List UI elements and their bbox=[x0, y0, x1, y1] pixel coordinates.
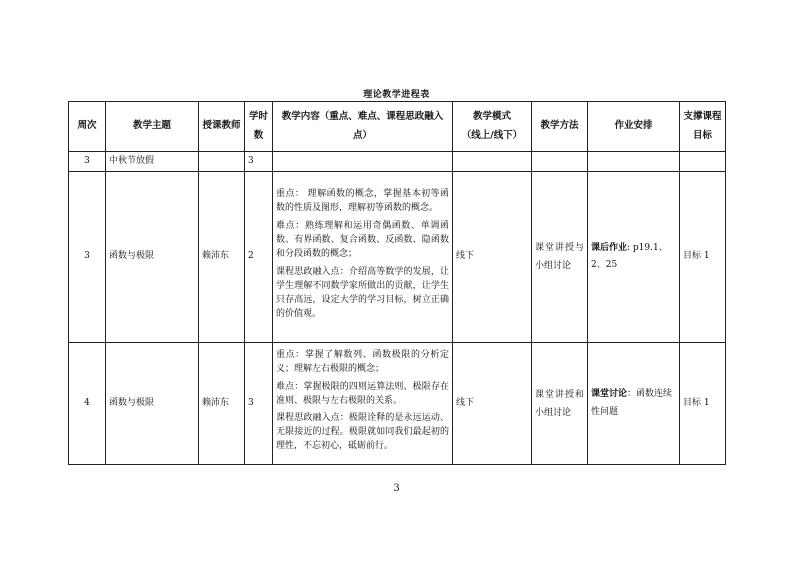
cell-hours: 2 bbox=[245, 172, 273, 343]
cell-week: 3 bbox=[69, 172, 106, 343]
cell-teacher bbox=[199, 152, 245, 172]
header-mode-line2: （线上/线下） bbox=[461, 129, 523, 141]
teaching-schedule-table bbox=[68, 101, 726, 465]
cell-hours: 3 bbox=[245, 152, 273, 172]
table-row bbox=[69, 172, 726, 343]
header-mode bbox=[453, 102, 532, 152]
header-topic: 教学主题 bbox=[106, 102, 199, 152]
cell-mode bbox=[453, 152, 532, 172]
header-homework: 作业安排 bbox=[588, 102, 680, 152]
content-ideology: 课程思政融入点：极限诠释的是永远运动、无限接近的过程。极限就如同我们最起初的理性，不忘初心，砥砺前行。 bbox=[276, 413, 449, 452]
cell-week: 3 bbox=[69, 152, 106, 172]
header-teacher: 授课教师 bbox=[199, 102, 245, 152]
cell-method: 课堂讲授和小组讨论 bbox=[532, 343, 588, 465]
cell-homework bbox=[588, 152, 680, 172]
cell-homework bbox=[588, 343, 680, 465]
cell-content bbox=[273, 152, 453, 172]
cell-goal bbox=[680, 152, 726, 172]
cell-mode: 线下 bbox=[453, 172, 532, 343]
table-title: 理论教学进程表 bbox=[363, 90, 430, 100]
header-week: 周次 bbox=[69, 102, 106, 152]
cell-content bbox=[273, 343, 453, 465]
content-ideology: 课程思政融入点：介绍高等数学的发展，让学生理解不同数学家所做出的贡献，让学生只存高远，设定大学的学习目标，树立正确的价值观。 bbox=[276, 266, 449, 319]
content-difficulty: 难点：熟练理解和运用奇偶函数、单调函数、有界函数、复合函数、反函数、隐函数和分段函数的概念； bbox=[276, 221, 449, 260]
header-content: 教学内容（重点、难点、课程思政融入点） bbox=[273, 102, 453, 152]
cell-goal: 目标 1 bbox=[680, 343, 726, 465]
content-key-point: 重点： 理解函数的概念，掌握基本初等函数的性质及图形，理解初等函数的概念。 bbox=[276, 189, 449, 214]
cell-teacher: 赖沛东 bbox=[199, 172, 245, 343]
cell-topic: 函数与极限 bbox=[106, 343, 199, 465]
cell-mode: 线下 bbox=[453, 343, 532, 465]
header-hours: 学时数 bbox=[245, 102, 273, 152]
cell-week: 4 bbox=[69, 343, 106, 465]
cell-goal: 目标 1 bbox=[680, 172, 726, 343]
table-row bbox=[69, 152, 726, 172]
header-mode-line1: 教学模式 bbox=[472, 111, 511, 123]
cell-teacher: 赖沛东 bbox=[199, 343, 245, 465]
table-row bbox=[69, 343, 726, 465]
homework-label: 课后作业 bbox=[591, 242, 628, 253]
cell-content bbox=[273, 172, 453, 343]
homework-text: ：函数连续性问题 bbox=[591, 389, 673, 417]
cell-method bbox=[532, 152, 588, 172]
cell-method: 课堂讲授与小组讨论 bbox=[532, 172, 588, 343]
header-method: 教学方法 bbox=[532, 102, 588, 152]
page-number: 3 bbox=[393, 483, 400, 494]
header-row bbox=[69, 102, 726, 152]
homework-label: 课堂讨论 bbox=[591, 389, 628, 400]
content-difficulty: 难点：掌握极限的四则运算法则、极限存在准则、极限与左右极限的关系。 bbox=[276, 381, 449, 406]
cell-hours: 3 bbox=[245, 343, 273, 465]
homework-text: : p19.1、2、25 bbox=[591, 242, 668, 270]
header-goal: 支撑课程目标 bbox=[680, 102, 726, 152]
content-key-point: 重点：掌握了解数列、函数极限的分析定义；理解左右极限的概念； bbox=[276, 349, 449, 374]
cell-homework bbox=[588, 172, 680, 343]
cell-topic: 中秋节放假 bbox=[106, 152, 199, 172]
cell-topic: 函数与极限 bbox=[106, 172, 199, 343]
